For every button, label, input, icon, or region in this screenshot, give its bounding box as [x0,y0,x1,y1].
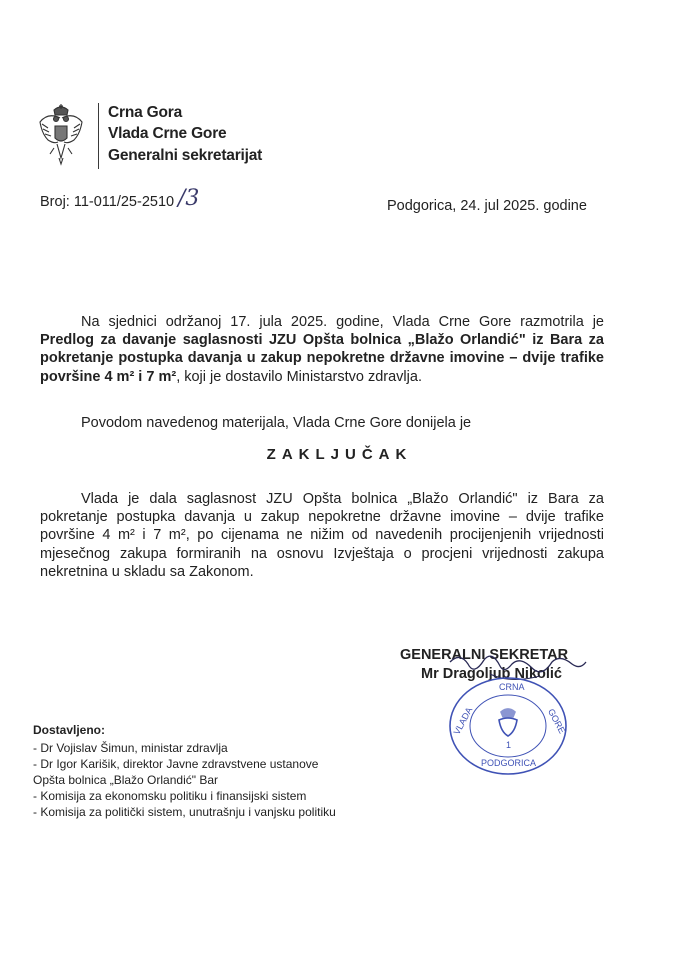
distribution-item: - Komisija za politički sistem, unutrašnju i vanjsku politiku [33,805,336,819]
conclusion-title: ZAKLJUČAK [266,446,413,463]
distribution-list [33,740,336,820]
header-government: Vlada Crne Gore [108,125,227,142]
intro-paragraph [40,313,604,386]
stamp-right-text: GORE [545,707,568,736]
distribution-item: - Dr Vojislav Šimun, ministar zdravlja [33,741,228,755]
signatory-name: Mr Dragoljub Nikolić [421,666,562,682]
stamp-left-text: VLADA [451,705,475,737]
header-country: Crna Gora [108,104,182,121]
official-stamp [443,674,573,778]
place-and-date: Podgorica, 24. jul 2025. godine [387,198,587,214]
intro-text-subject: Predlog za davanje saglasnosti JZU Opšta bolnica „Blažo Orlandić" iz Bara za pokretanje postupka davanja u zakup nepokretne državne imovine – dvije trafike površine 4 m² i 7 m² [40,332,604,385]
coat-of-arms-emblem [36,104,86,168]
conclusion-paragraph [40,490,604,581]
decision-intro: Povodom navedenog materijala, Vlada Crne Gore donijela je [81,415,472,431]
conclusion-text: Vlada je dala saglasnost JZU Opšta bolnica „Blažo Orlandić" iz Bara za pokretanje postupka davanja u zakup nepokretne državne imovine – dvije trafike površine 4 m² i 7 m², po cijenama ne nižim od navedenih procijenjenih vrijednosti mjesečnog zakupa formiranih na osnovu Izvještaja o procjeni vrijednosti zakupa nekretnina u skladu sa Zakonom. [40,491,604,580]
distribution-item: - Komisija za ekonomsku politiku i finansijski sistem [33,789,307,803]
stamp-top-text: CRNA [499,682,525,692]
stamp-number: 1 [506,740,512,750]
signatory-title: GENERALNI SEKRETAR [400,647,569,663]
intro-text-end: , koji je dostavilo Ministarstvo zdravlja. [176,368,422,385]
reference-number: Broj: 11-011/25-2510 [40,194,175,210]
intro-text-start: Na sjednici održanoj 17. jula 2025. godine, Vlada Crne Gore razmotrila je [81,314,604,330]
header-divider [98,103,99,169]
distribution-item: - Dr Igor Karišik, direktor Javne zdravstvene ustanove [33,757,319,771]
distribution-item-continuation: Opšta bolnica „Blažo Orlandić" Bar [33,773,219,787]
header-secretariat: Generalni sekretarijat [108,147,263,164]
distribution-title: Dostavljeno: [33,723,106,737]
reference-handwritten-suffix: /3 [178,186,200,211]
stamp-bottom-text: PODGORICA [481,758,537,768]
